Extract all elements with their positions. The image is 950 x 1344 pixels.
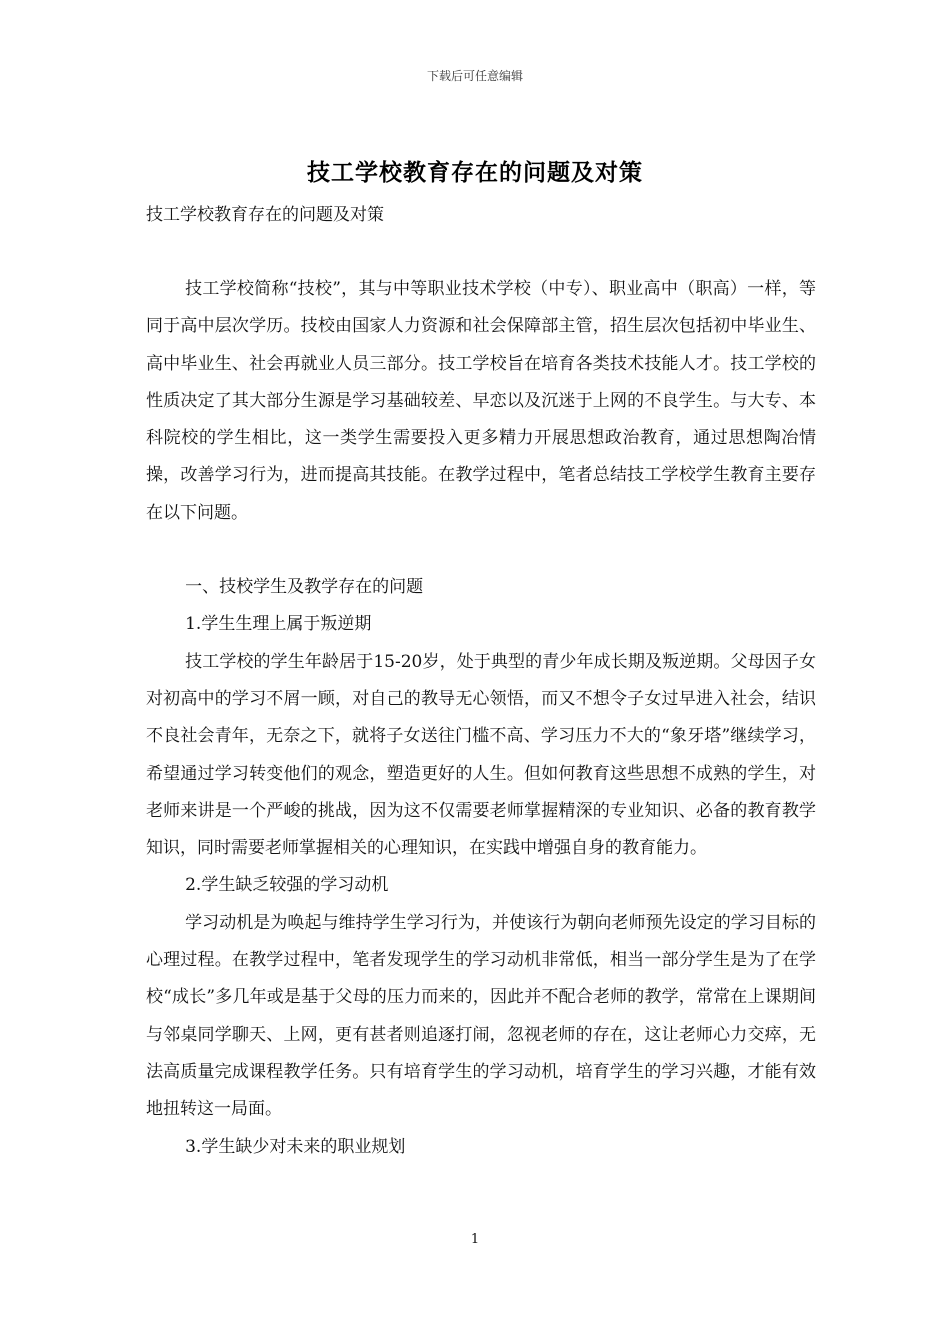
item-heading-1: 1.学生生理上属于叛逆期 <box>185 614 372 635</box>
section-heading: 一、技校学生及教学存在的问题 <box>185 577 424 598</box>
item-body-2: 学习动机是为唤起与维持学生学习行为，并使该行为朝向老师预先设定的学习目标的心理过程。在教学过程中，笔者发现学生的学习动机非常低，相当一部分学生是为了在学校“成长”多几年或是基于父母的压力而来的，因此并不配合老师的教学，常常在上课期间与邻桌同学聊天、上网，更有甚者则追逐打闹，忽视老师的存在，这让老师心力交瘁，无法高质量完成课程教学任务。只有培育学生的学习动机，培育学生的学习兴趣，才能有效地扭转这一局面。 <box>146 912 816 1120</box>
document-body <box>146 271 816 1166</box>
page-number: 1 <box>470 1232 480 1247</box>
item-body-1: 技工学校的学生年龄居于15-20岁，处于典型的青少年成长期及叛逆期。父母因子女对初高中的学习不屑一顾，对自己的教导无心领悟，而又不想令子女过早进入社会，结识不良社会青年，无奈之下，就将子女送往门槛不高、学习压力不大的“象牙塔”继续学习，希望通过学习转变他们的观念，塑造更好的人生。但如何教育这些思想不成熟的学生，对老师来讲是一个严峻的挑战，因为这不仅需要老师掌握精深的专业知识、必备的教育教学知识，同时需要老师掌握相关的心理知识，在实践中增强自身的教育能力。 <box>146 651 816 859</box>
document-subtitle: 技工学校教育存在的问题及对策 <box>146 205 384 225</box>
paragraph-spacer <box>146 532 816 569</box>
item-heading-3: 3.学生缺少对未来的职业规划 <box>185 1136 406 1157</box>
item-heading-2: 2.学生缺乏较强的学习动机 <box>185 875 389 896</box>
header-note: 下载后可任意编辑 <box>426 69 523 83</box>
intro-paragraph: 技工学校简称“技校”，其与中等职业技术学校（中专）、职业高中（职高）一样，等同于高中层次学历。技校由国家人力资源和社会保障部主管，招生层次包括初中毕业生、高中毕业生、社会再就业人员三部分。技工学校旨在培育各类技术技能人才。技工学校的性质决定了其大部分生源是学习基础较差、早恋以及沉迷于上网的不良学生。与大专、本科院校的学生相比，这一类学生需要投入更多精力开展思想政治教育，通过思想陶冶情操，改善学习行为，进而提高其技能。在教学过程中，笔者总结技工学校学生教育主要存在以下问题。 <box>146 279 816 523</box>
document-title: 技工学校教育存在的问题及对策 <box>307 159 643 186</box>
